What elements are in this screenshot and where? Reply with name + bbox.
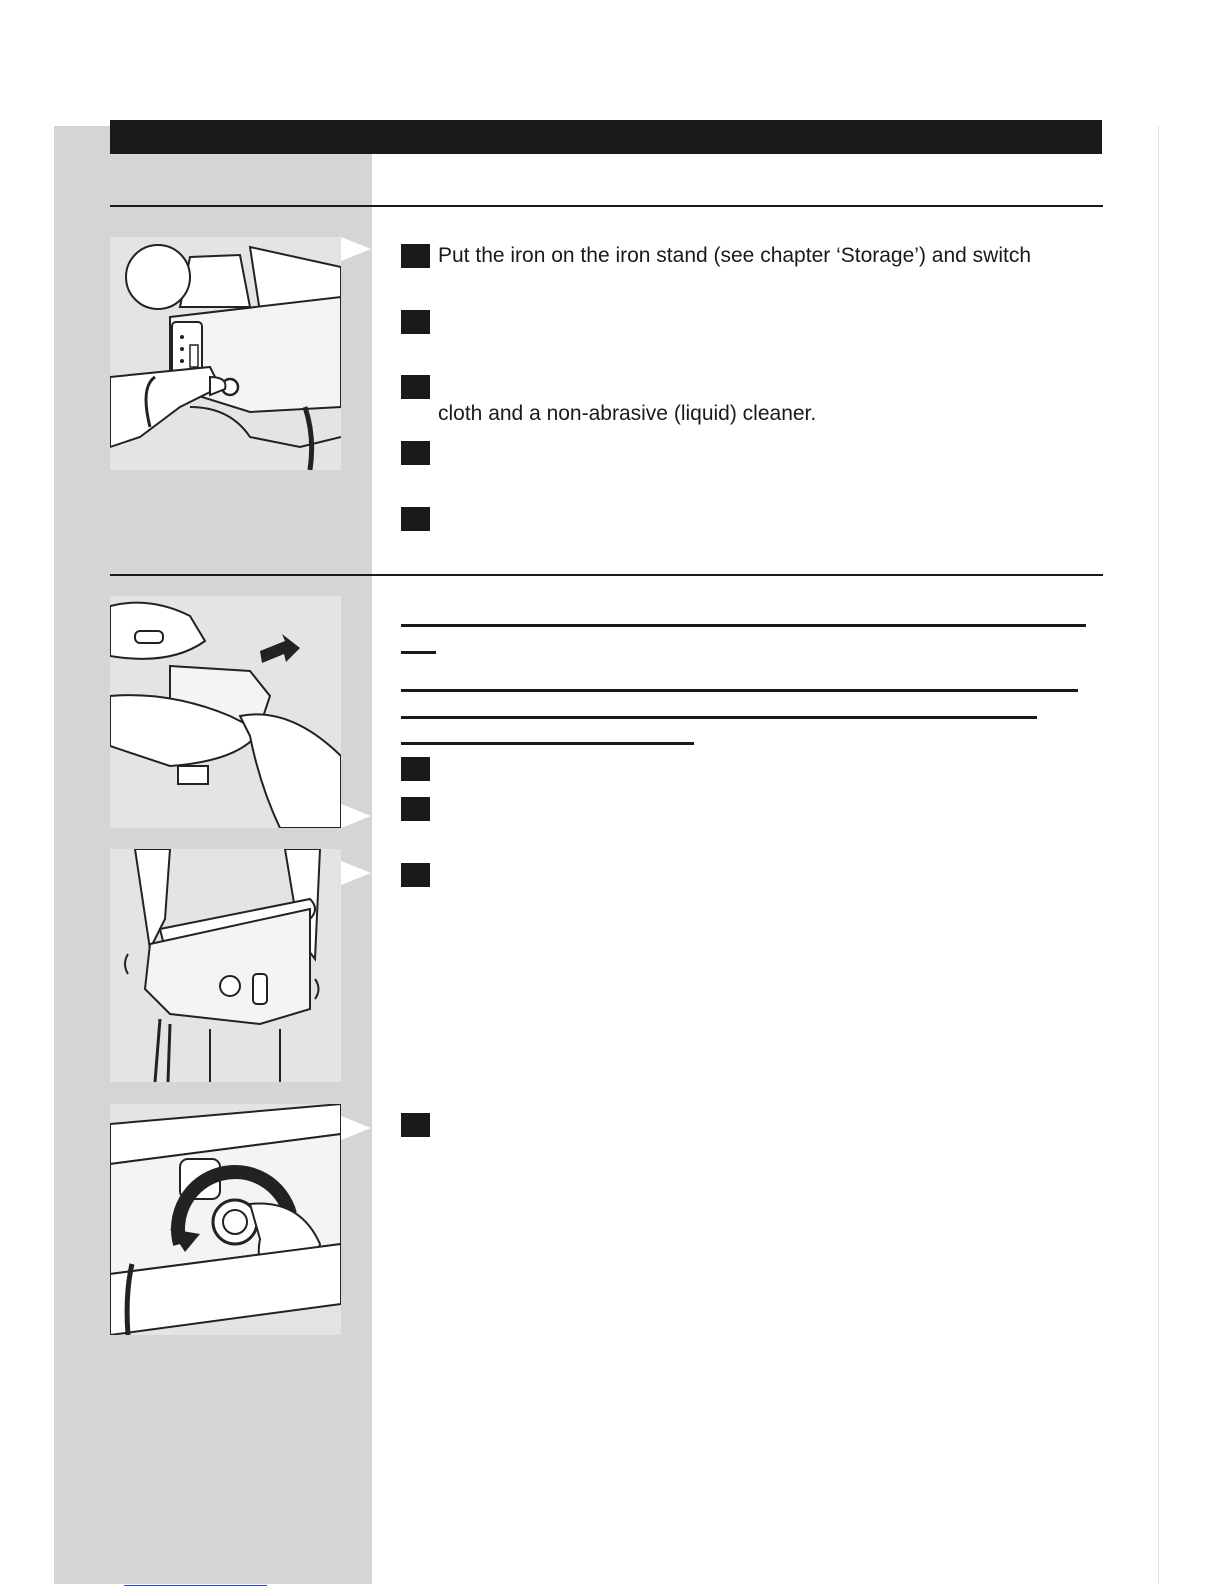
step-number-box [401,310,430,334]
figure-unscrew-cap [110,1104,341,1335]
text-underline [401,689,1078,692]
step-number-box [401,797,430,821]
step-number-box [401,757,430,781]
figure-pointer [341,1116,371,1140]
figure-pointer [341,861,371,885]
step-number-box [401,507,430,531]
step-number-box [401,375,430,399]
section-rule-middle [110,574,1103,576]
step-number-box [401,244,430,268]
step-number-box [401,441,430,465]
page-edge-line [1158,126,1159,1584]
section-header-bar [110,120,1102,154]
section-rule-top [110,205,1103,207]
figure-control-panel [110,237,341,470]
text-underline [401,624,1086,627]
text-underline [401,742,694,745]
figure-pointer [341,237,371,261]
figure-pointer [341,804,371,828]
figure-remove-stand [110,596,341,828]
step-text-continued: cloth and a non-abrasive (liquid) cleaner. [438,402,817,425]
step-number-box [401,863,430,887]
text-underline [401,651,436,654]
figure-shake-base [110,849,341,1082]
text-underline [401,716,1037,719]
step-number-box [401,1113,430,1137]
step-text: Put the iron on the iron stand (see chapter ‘Storage’) and switch [438,244,1032,267]
